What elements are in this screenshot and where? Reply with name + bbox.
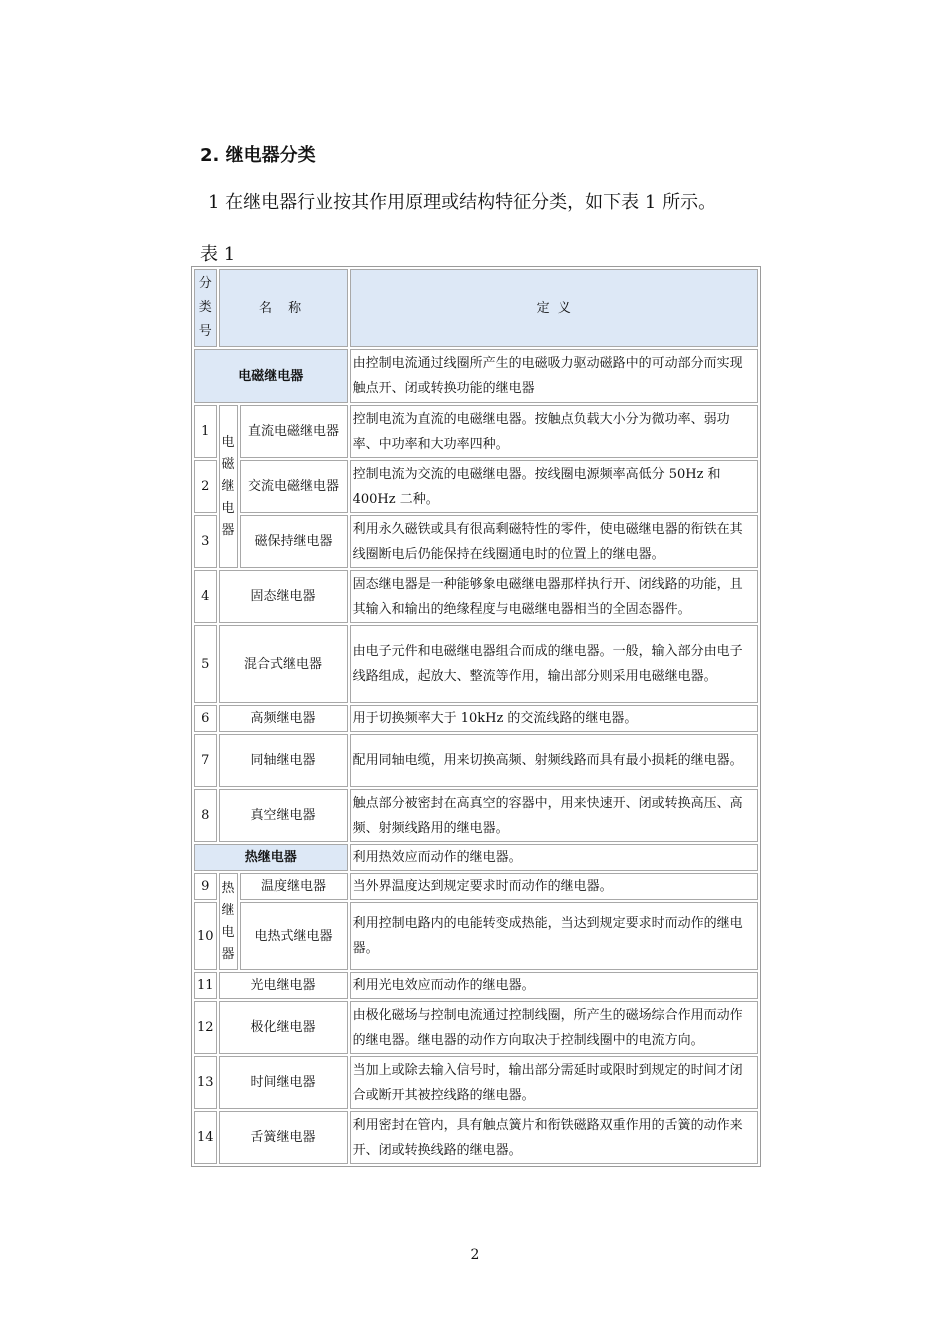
row-def: 控制电流为交流的电磁继电器。按线圈电源频率高低分 50Hz 和 400Hz 二种。 [350, 460, 758, 513]
row-name: 真空继电器 [219, 789, 348, 842]
row-name: 同轴继电器 [219, 734, 348, 787]
header-name: 名 称 [219, 269, 348, 347]
category-row [194, 844, 758, 871]
row-num: 5 [194, 625, 217, 703]
table-row [194, 734, 758, 787]
row-name: 磁保持继电器 [240, 515, 348, 568]
table-row [194, 789, 758, 842]
table-row [194, 1111, 758, 1164]
table-row [194, 625, 758, 703]
row-def: 利用控制电路内的电能转变成热能，当达到规定要求时而动作的继电器。 [350, 902, 758, 970]
page-number: 2 [470, 1247, 480, 1263]
row-name: 直流电磁继电器 [240, 405, 348, 458]
table-caption: 表 1 [200, 244, 236, 265]
row-num: 11 [194, 972, 217, 999]
row-num: 10 [194, 902, 217, 970]
table-row [194, 1056, 758, 1109]
row-def: 配用同轴电缆，用来切换高频、射频线路而具有最小损耗的继电器。 [350, 734, 758, 787]
table-row [194, 902, 758, 970]
header-num: 分 类 号 [194, 269, 217, 347]
row-num: 9 [194, 873, 217, 900]
table-row [194, 515, 758, 568]
row-def: 由电子元件和电磁继电器组合而成的继电器。一般，输入部分由电子线路组成，起放大、整流等作用，输出部分则采用电磁继电器。 [350, 625, 758, 703]
category-name: 热继电器 [194, 844, 348, 871]
row-name: 混合式继电器 [219, 625, 348, 703]
row-def: 用于切换频率大于 10kHz 的交流线路的继电器。 [350, 705, 758, 732]
table-row [194, 405, 758, 458]
row-num: 1 [194, 405, 217, 458]
row-def: 固态继电器是一种能够象电磁继电器那样执行开、闭线路的功能，且其输入和输出的绝缘程度与电磁继电器相当的全固态器件。 [350, 570, 758, 623]
table-row [194, 972, 758, 999]
row-num: 2 [194, 460, 217, 513]
group-label: 电 磁 继 电 器 [219, 405, 238, 568]
row-name: 电热式继电器 [240, 902, 348, 970]
group-label: 热 继 电 器 [219, 873, 238, 970]
category-row [194, 349, 758, 403]
row-name: 时间继电器 [219, 1056, 348, 1109]
row-def: 当外界温度达到规定要求时而动作的继电器。 [350, 873, 758, 900]
category-def: 由控制电流通过线圈所产生的电磁吸力驱动磁路中的可动部分而实现触点开、闭或转换功能的继电器 [350, 349, 758, 403]
table-row [194, 873, 758, 900]
row-name: 固态继电器 [219, 570, 348, 623]
row-num: 13 [194, 1056, 217, 1109]
row-num: 7 [194, 734, 217, 787]
row-name: 光电继电器 [219, 972, 348, 999]
row-def: 控制电流为直流的电磁继电器。按触点负载大小分为微功率、弱功率、中功率和大功率四种。 [350, 405, 758, 458]
row-name: 舌簧继电器 [219, 1111, 348, 1164]
table-row [194, 705, 758, 732]
table-row [194, 1001, 758, 1054]
row-num: 3 [194, 515, 217, 568]
row-def: 利用密封在管内，具有触点簧片和衔铁磁路双重作用的舌簧的动作来开、闭或转换线路的继电器。 [350, 1111, 758, 1164]
category-def: 利用热效应而动作的继电器。 [350, 844, 758, 871]
category-name: 电磁继电器 [194, 349, 348, 403]
row-def: 由极化磁场与控制电流通过控制线圈，所产生的磁场综合作用而动作的继电器。继电器的动作方向取决于控制线圈中的电流方向。 [350, 1001, 758, 1054]
row-num: 4 [194, 570, 217, 623]
row-name: 高频继电器 [219, 705, 348, 732]
table-header-row [194, 269, 758, 347]
row-def: 利用永久磁铁或具有很高剩磁特性的零件，使电磁继电器的衔铁在其线圈断电后仍能保持在线圈通电时的位置上的继电器。 [350, 515, 758, 568]
row-def: 当加上或除去输入信号时，输出部分需延时或限时到规定的时间才闭合或断开其被控线路的继电器。 [350, 1056, 758, 1109]
table-row [194, 460, 758, 513]
table-row [194, 570, 758, 623]
section-heading: 2. 继电器分类 [200, 145, 316, 166]
row-name: 极化继电器 [219, 1001, 348, 1054]
row-name: 交流电磁继电器 [240, 460, 348, 513]
row-num: 14 [194, 1111, 217, 1164]
row-def: 利用光电效应而动作的继电器。 [350, 972, 758, 999]
row-num: 8 [194, 789, 217, 842]
row-name: 温度继电器 [240, 873, 348, 900]
relay-classification-table [191, 266, 761, 1167]
header-def: 定 义 [350, 269, 758, 347]
row-num: 6 [194, 705, 217, 732]
row-num: 12 [194, 1001, 217, 1054]
intro-paragraph: 1 在继电器行业按其作用原理或结构特征分类，如下表 1 所示。 [208, 192, 717, 213]
row-def: 触点部分被密封在高真空的容器中，用来快速开、闭或转换高压、高频、射频线路用的继电器。 [350, 789, 758, 842]
